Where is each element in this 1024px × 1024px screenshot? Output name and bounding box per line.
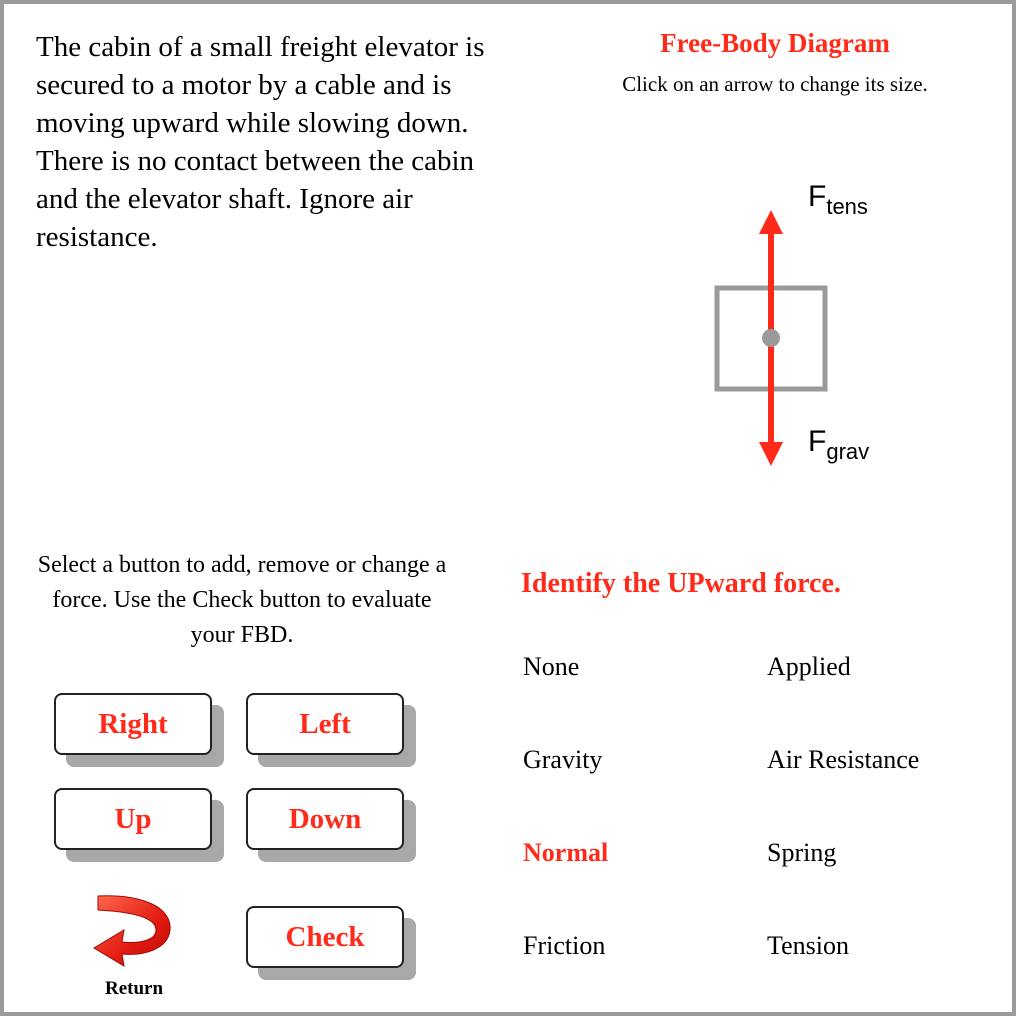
left-button[interactable]: Left — [246, 693, 404, 755]
check-button-wrap — [246, 906, 404, 972]
fbd-title: Free-Body Diagram — [660, 28, 890, 58]
left-button-wrap — [246, 693, 404, 759]
gravity-arrow[interactable] — [759, 338, 783, 466]
option-spring[interactable]: Spring — [767, 838, 837, 867]
check-button[interactable]: Check — [246, 906, 404, 968]
down-button[interactable]: Down — [246, 788, 404, 850]
button-instructions: Select a button to add, remove or change a force. Use the Check button to evaluate your FBD. — [37, 552, 447, 648]
gravity-label: $F_{grav}$ — [808, 425, 870, 464]
option-none[interactable]: None — [523, 652, 580, 681]
up-button[interactable]: Up — [54, 788, 212, 850]
problem-statement: The cabin of a small freight elevator is secured to a motor by a cable and is moving upward while slowing down. There is no contact between the cabin and the elevator shaft. Ignore air resistance. — [36, 31, 485, 253]
option-applied[interactable]: Applied — [767, 652, 851, 681]
return-button[interactable] — [84, 890, 184, 1010]
tension-label: $F_{tens}$ — [808, 180, 868, 219]
option-tension[interactable]: Tension — [767, 931, 849, 960]
fbd-instructions: Click on an arrow to change its size. — [622, 72, 928, 96]
option-air-resistance[interactable]: Air Resistance — [767, 745, 920, 774]
tension-arrow[interactable] — [759, 210, 783, 338]
right-button-wrap — [54, 693, 212, 759]
down-button-wrap — [246, 788, 404, 854]
return-label: Return — [104, 978, 164, 999]
option-gravity[interactable]: Gravity — [523, 745, 603, 774]
right-button[interactable]: Right — [54, 693, 212, 755]
option-normal[interactable]: Normal — [523, 838, 609, 867]
identify-prompt: Identify the UPward force. — [521, 568, 841, 599]
center-dot — [762, 329, 780, 347]
option-friction[interactable]: Friction — [523, 931, 606, 960]
up-button-wrap — [54, 788, 212, 854]
return-arrow-icon — [84, 890, 184, 980]
